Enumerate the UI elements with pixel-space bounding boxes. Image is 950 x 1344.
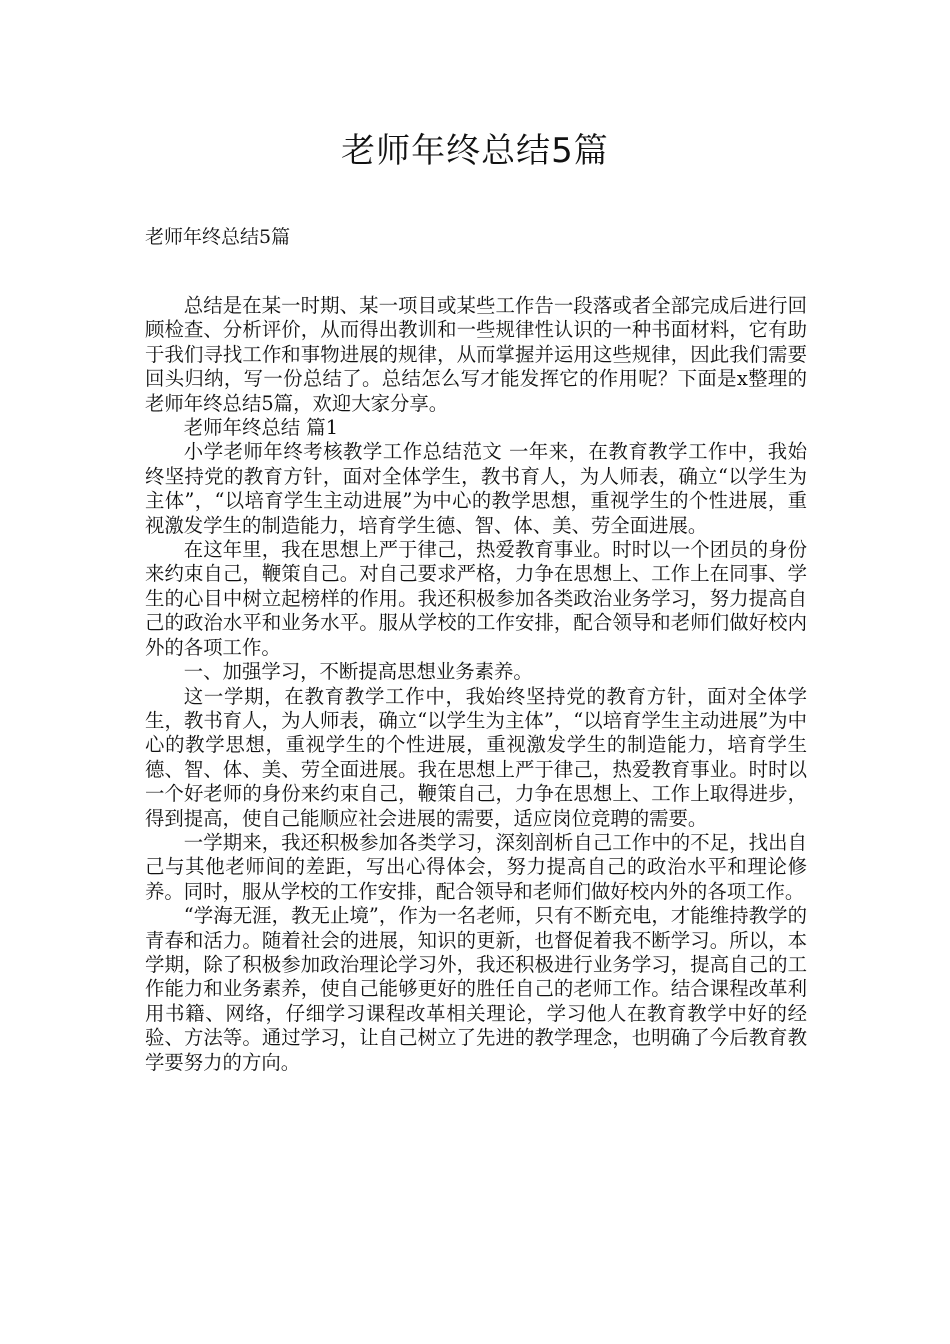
subsection-heading: 一、加强学习，不断提高思想业务素养。 <box>183 660 533 684</box>
document-subtitle: 老师年终总结5篇 <box>145 226 291 248</box>
document-body <box>145 294 807 1075</box>
paragraph: “学海无涯，教无止境”，作为一名老师，只有不断充电，才能维持教学的青春和活力。随着社会的进展，知识的更新，也督促着我不断学习。所以，本学期，除了积极参加政治理论学习外，我还积极进行业务学习，提高自己的工作能力和业务素养，使自己能够更好的胜任自己的老师工作。结合课程改革利用书籍、网络，仔细学习课程改革相关理论，学习他人在教育教学中好的经验、方法等。通过学习，让自己树立了先进的教学理念，也明确了今后教育教学要努力的方向。 <box>145 904 807 1074</box>
paragraph: 这一学期，在教育教学工作中，我始终坚持党的教育方针，面对全体学生，教书育人，为人师表，确立“以学生为主体”，“以培育学生主动进展”为中心的教学思想，重视学生的个性进展，重视激发学生的制造能力，培育学生德、智、体、美、劳全面进展。我在思想上严于律己，热爱教育事业。时时以一个好老师的身份来约束自己，鞭策自己，力争在思想上、工作上取得进步，得到提高，使自己能顺应社会进展的需要，适应岗位竞聘的需要。 <box>145 684 807 830</box>
document-title: 老师年终总结5篇 <box>341 131 609 171</box>
paragraph: 在这年里，我在思想上严于律己，热爱教育事业。时时以一个团员的身份来约束自己，鞭策自己。对自己要求严格，力争在思想上、工作上在同事、学生的心目中树立起榜样的作用。我还积极参加各类政治业务学习，努力提高自己的政治水平和业务水平。服从学校的工作安排，配合领导和老师们做好校内外的各项工作。 <box>145 538 807 659</box>
paragraph: 一学期来，我还积极参加各类学习，深刻剖析自己工作中的不足，找出自己与其他老师间的差距，写出心得体会，努力提高自己的政治水平和理论修养。同时，服从学校的工作安排，配合领导和老师们做好校内外的各项工作。 <box>145 830 807 903</box>
section-heading: 老师年终总结 篇1 <box>183 416 339 440</box>
paragraph: 小学老师年终考核教学工作总结范文 一年来，在教育教学工作中，我始终坚持党的教育方针，面对全体学生，教书育人，为人师表，确立“以学生为主体”，“以培育学生主动进展”为中心的教学思想，重视学生的个性进展，重视激发学生的制造能力，培育学生德、智、体、美、劳全面进展。 <box>145 440 807 537</box>
paragraph-intro: 总结是在某一时期、某一项目或某些工作告一段落或者全部完成后进行回顾检查、分析评价，从而得出教训和一些规律性认识的一种书面材料，它有助于我们寻找工作和事物进展的规律，从而掌握并运用这些规律，因此我们需要回头归纳，写一份总结了。总结怎么写才能发挥它的作用呢？下面是x整理的老师年终总结5篇，欢迎大家分享。 <box>145 294 807 415</box>
